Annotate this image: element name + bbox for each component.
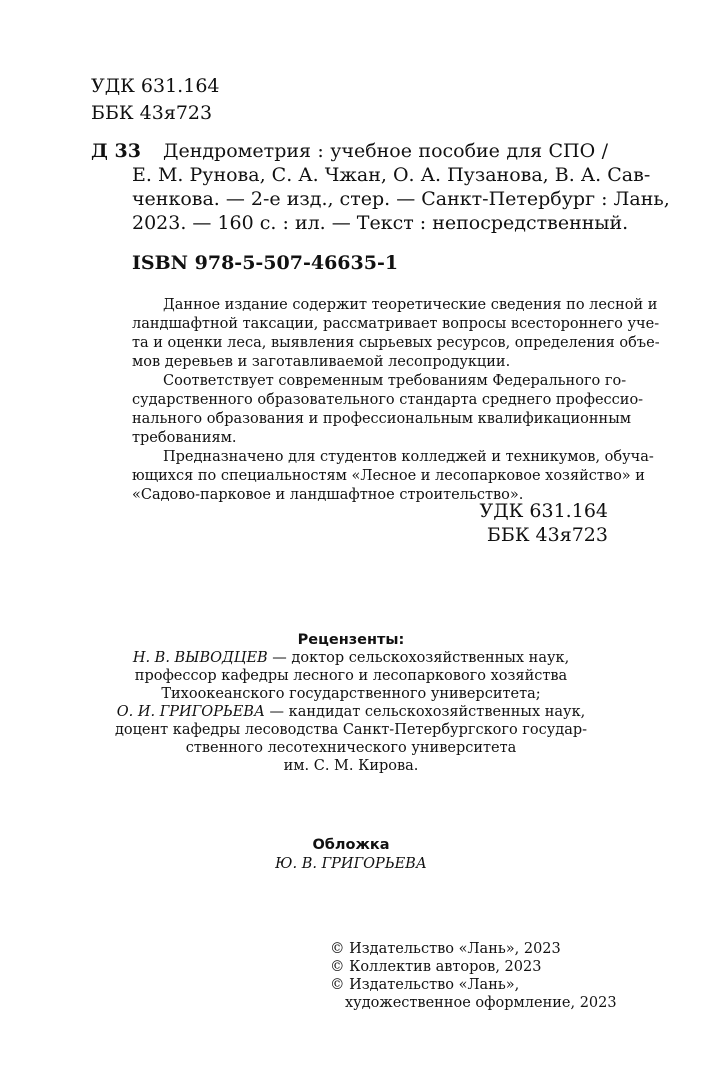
annotation-line: мов деревьев и заготавливаемой лесопродукции. bbox=[132, 354, 511, 370]
copyright-line: художественное оформление, 2023 bbox=[345, 995, 617, 1011]
author-sign: Д 33 bbox=[91, 140, 141, 162]
cover-artist: Ю. В. ГРИГОРЬЕВА bbox=[275, 856, 427, 872]
annotation-line: нального образования и профессиональным квалификационным bbox=[132, 411, 632, 427]
bib-line-3: ченкова. — 2-е изд., стер. — Санкт-Петербург : Лань, bbox=[132, 188, 670, 210]
annotation-line: Соответствует современным требованиям Федерального го- bbox=[163, 373, 627, 389]
annotation-line: Данное издание содержит теоретические сведения по лесной и bbox=[163, 297, 658, 313]
annotation-line: «Садово-парковое и ландшафтное строительство». bbox=[132, 487, 524, 503]
cover-heading: Обложка bbox=[312, 837, 390, 853]
annotation-line: ющихся по специальностям «Лесное и лесопарковое хозяйство» и bbox=[132, 468, 645, 484]
udk-code-right: УДК 631.164 bbox=[479, 500, 608, 522]
isbn: ISBN 978-5-507-46635-1 bbox=[132, 252, 399, 274]
reviewer-2-name: О. И. ГРИГОРЬЕВА bbox=[116, 704, 265, 720]
reviewer-1-title: — доктор сельскохозяйственных наук, bbox=[267, 650, 570, 666]
bbk-code: ББК 43я723 bbox=[91, 102, 213, 124]
bib-line-1: Дендрометрия : учебное пособие для СПО / bbox=[163, 140, 608, 162]
annotation-line: ландшафтной таксации, рассматривает вопросы всестороннего уче- bbox=[132, 316, 660, 332]
reviewer-1-university: Тихоокеанского государственного университета; bbox=[161, 686, 541, 702]
annotation-line: сударственного образовательного стандарта среднего профессио- bbox=[132, 392, 644, 408]
reviewer-2-position: доцент кафедры лесоводства Санкт-Петербургского государ- bbox=[114, 722, 588, 738]
reviewer-2-university-name: им. С. М. Кирова. bbox=[283, 758, 419, 774]
copyright-line: © Коллектив авторов, 2023 bbox=[330, 959, 542, 975]
reviewer-2-university: ственного лесотехнического университета bbox=[185, 740, 517, 756]
reviewer-1-position: профессор кафедры лесного и лесопаркового хозяйства bbox=[134, 668, 568, 684]
copyright-line: © Издательство «Лань», 2023 bbox=[330, 941, 561, 957]
reviewer-2-title: — кандидат сельскохозяйственных наук, bbox=[264, 704, 586, 720]
annotation-line: требованиям. bbox=[132, 430, 237, 446]
bib-line-2: Е. М. Рунова, С. А. Чжан, О. А. Пузанова, В. А. Сав- bbox=[132, 164, 651, 186]
reviewer-1-line bbox=[0, 649, 702, 668]
bib-line-4: 2023. — 160 с. : ил. — Текст : непосредственный. bbox=[132, 212, 629, 234]
annotation-line: Предназначено для студентов колледжей и техникумов, обуча- bbox=[163, 449, 654, 465]
reviewers-heading: Рецензенты: bbox=[297, 632, 405, 648]
udk-code: УДК 631.164 bbox=[91, 75, 220, 97]
reviewer-2-line bbox=[0, 703, 702, 722]
copyright-line: © Издательство «Лань», bbox=[330, 977, 520, 993]
bbk-code-right: ББК 43я723 bbox=[486, 524, 608, 546]
annotation-line: та и оценки леса, выявления сырьевых ресурсов, определения объе- bbox=[132, 335, 660, 351]
reviewer-1-name: Н. В. ВЫВОДЦЕВ bbox=[132, 650, 268, 666]
